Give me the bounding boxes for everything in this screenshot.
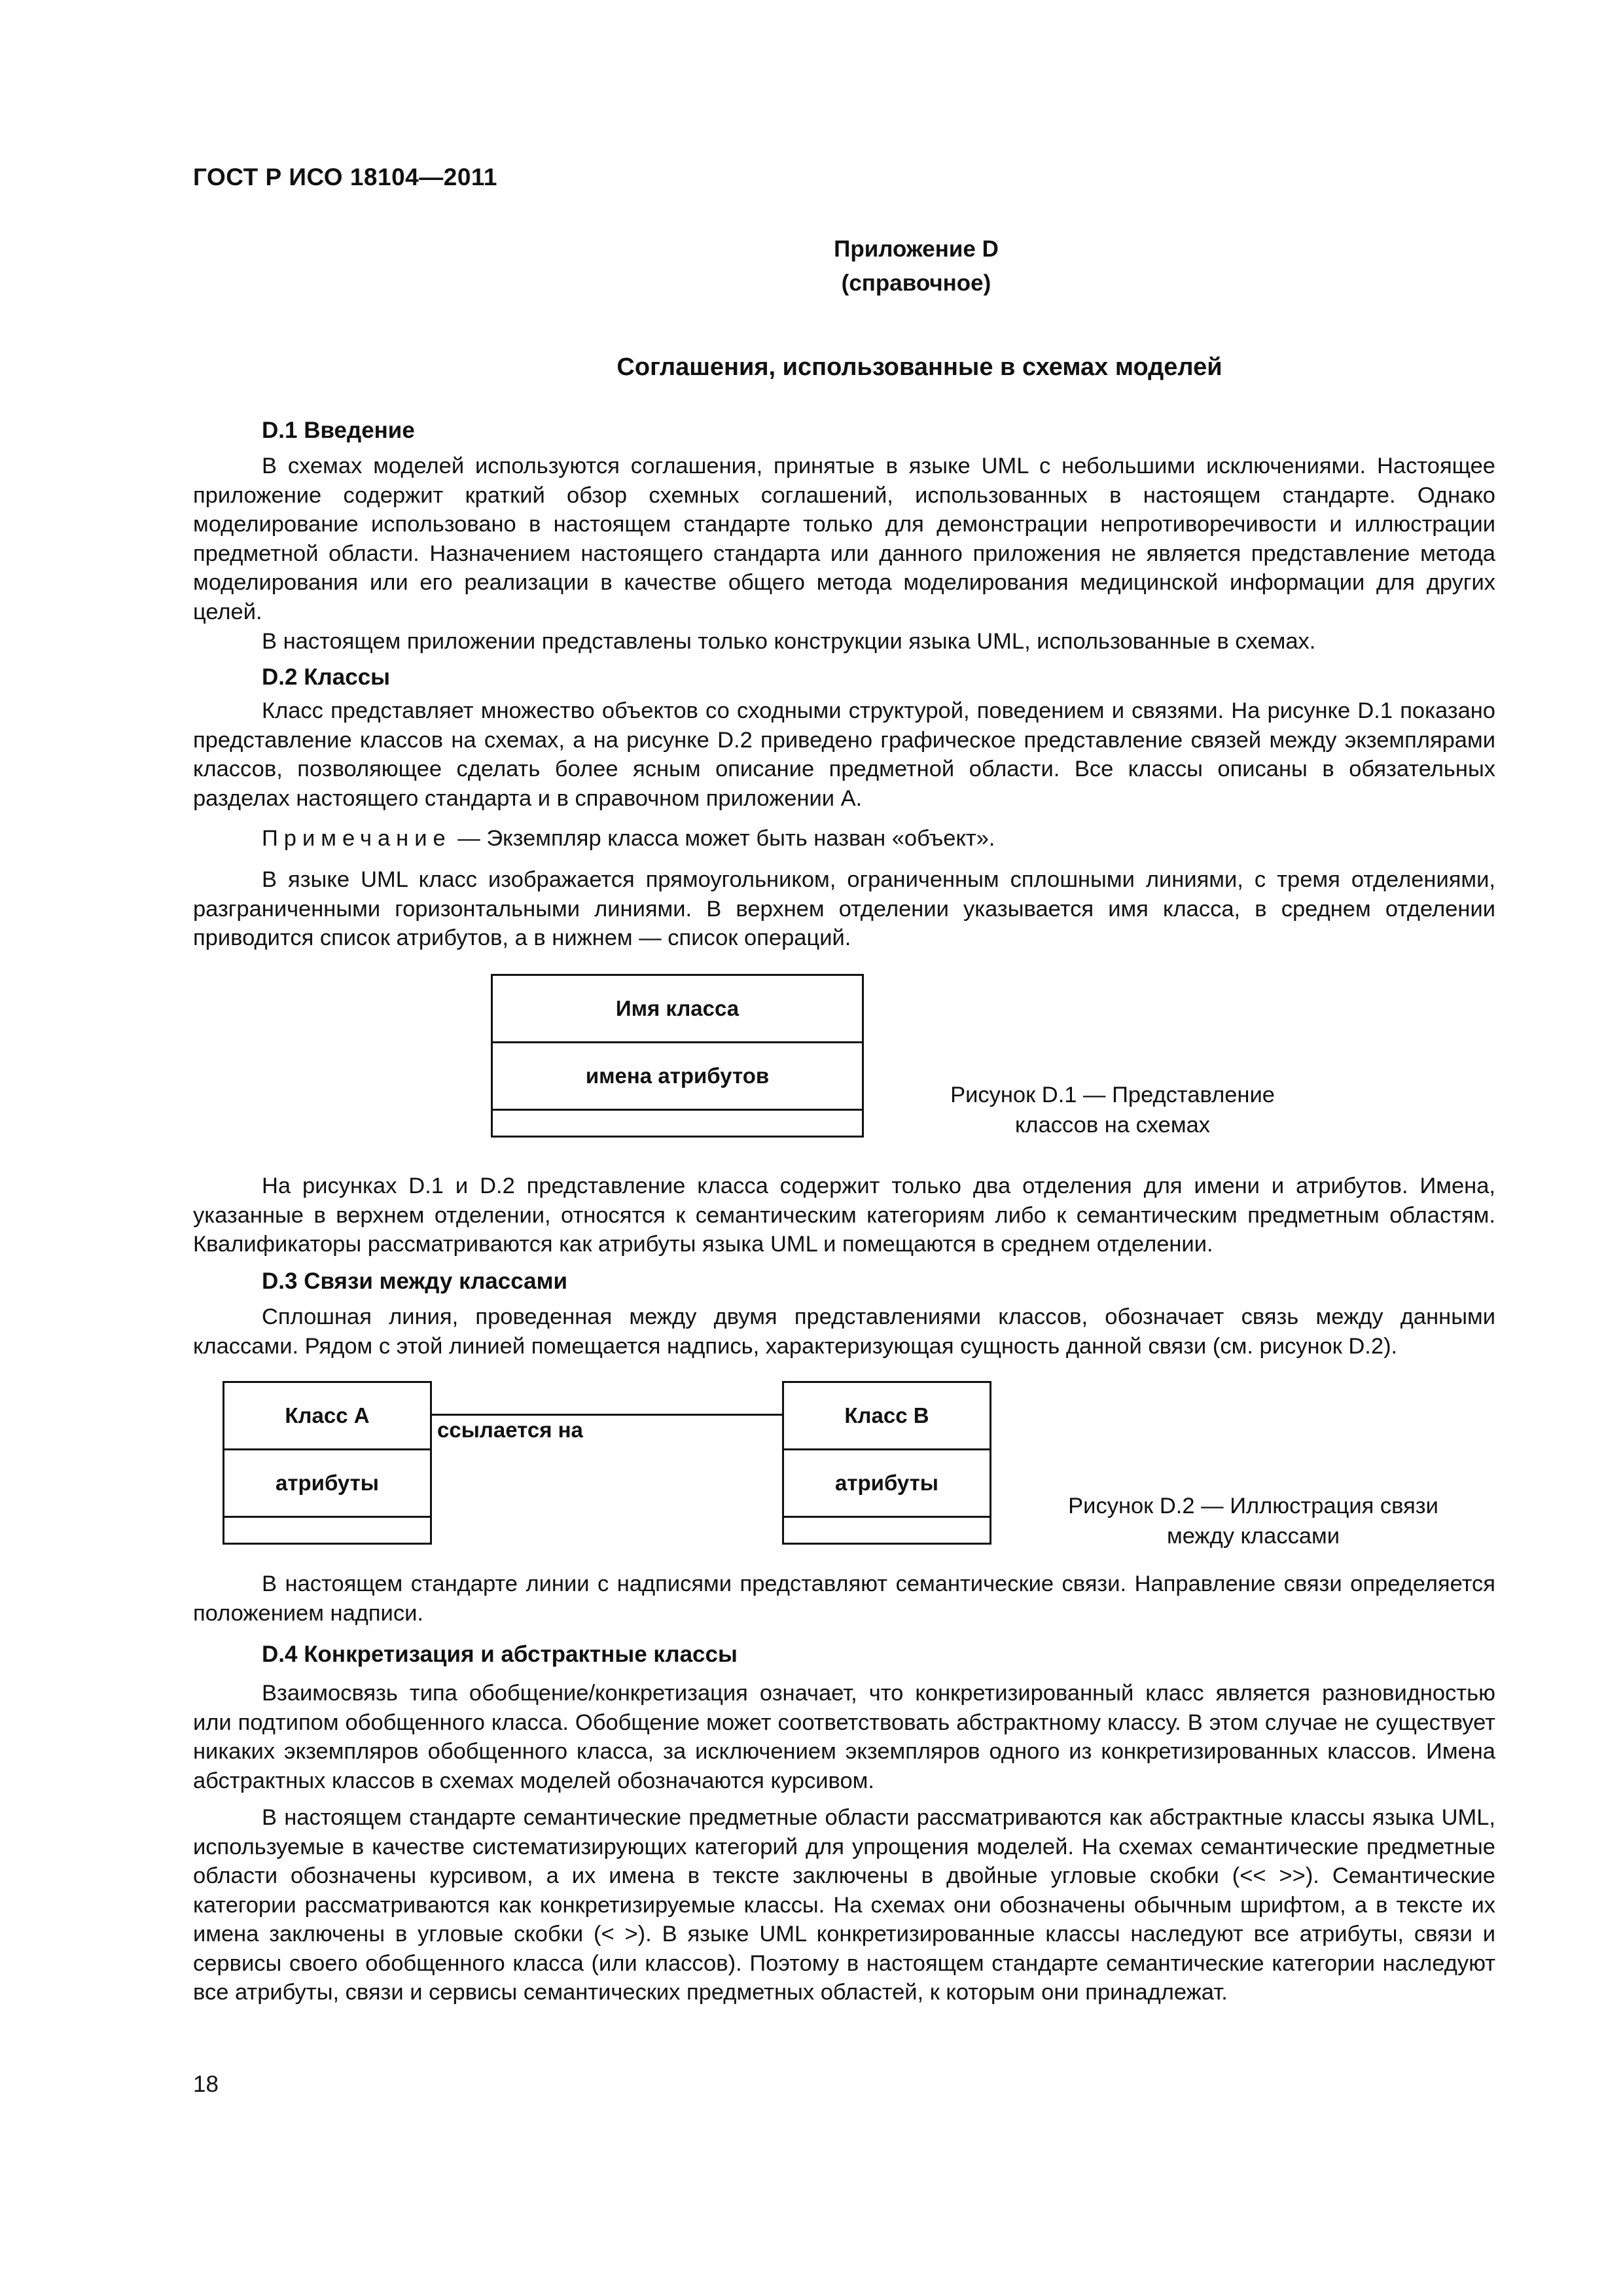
page-number: 18 — [193, 2072, 219, 2097]
section-d1-paragraph-2: В настоящем приложении представлены только конструкции языка UML, использованные в схемах. — [262, 629, 1316, 654]
figure-d2-caption-line-2: между классами — [1166, 1524, 1340, 1549]
figure-d2-caption-line-1: Рисунок D.2 — Иллюстрация связи — [1068, 1494, 1438, 1518]
section-d2-heading: D.2 Классы — [262, 664, 391, 690]
section-d2-paragraph-3: На рисунках D.1 и D.2 представление класса содержит только два отделения для имени и атрибутов. Имена, указанные в верхнем отделении, относятся к семантическим категориям либо к семантическим предметным областям. Квалификаторы рассматриваются как атрибуты языка UML и помещаются в среднем отделении. — [193, 1174, 1495, 1257]
standard-header: ГОСТ Р ИСО 18104—2011 — [193, 164, 498, 190]
association-line — [432, 1414, 782, 1416]
section-d2-paragraph-2: В языке UML класс изображается прямоугольником, ограниченным сплошными линиями, с тремя отделениями, разграниченными горизонтальными линиями. В верхнем отделении указывается имя класса, в среднем отделении приводится список атрибутов, а в нижнем — список операций. — [193, 867, 1495, 950]
section-d3-paragraph-2: В настоящем стандарте линии с надписями представляют семантические связи. Направление связи определяется положением надписи. — [193, 1571, 1495, 1626]
section-d3-heading: D.3 Связи между классами — [262, 1268, 567, 1294]
figure-d1-caption — [916, 1080, 1309, 1140]
figure-d2-caption — [1044, 1491, 1463, 1551]
class-a-attributes: атрибуты — [224, 1450, 430, 1518]
figure-d1-caption-line-2: классов на схемах — [1014, 1113, 1211, 1138]
section-d1-paragraph-1: В схемах моделей используются соглашения, принятые в языке UML с небольшими исключениями. Настоящее приложение содержит краткий обзор схемных соглашений, использованных в настоящем стандарте. Однако моделирование использовано в настоящем стандарте только для демонстрации непротиворечивости и иллюстрации предметной области. Назначением настоящего стандарта или данного приложения не является представление метода моделирования или его реализации в качестве общего метода моделирования медицинской информации для других целей. — [193, 454, 1495, 624]
figure-d2-class-b-box — [782, 1381, 991, 1545]
section-d2-paragraph-1: Класс представляет множество объектов со сходными структурой, поведением и связями. На рисунке D.1 показано представление классов на схемах, а на рисунке D.2 приведено графическое представление связей между экземплярами классов, позволяющее сделать более ясным описание предметной области. Все классы описаны в обязательных разделах настоящего стандарта и в справочном приложении А. — [193, 698, 1495, 811]
section-d4-heading: D.4 Конкретизация и абстрактные классы — [262, 1641, 738, 1667]
class-name-compartment: Имя класса — [493, 976, 862, 1043]
figure-d2-class-a-box — [223, 1381, 432, 1545]
class-b-attributes: атрибуты — [784, 1450, 990, 1518]
main-title: Соглашения, использованные в схемах моделей — [616, 353, 1222, 381]
note-label: Примечание — [262, 826, 452, 851]
class-attributes-compartment: имена атрибутов — [493, 1043, 862, 1111]
appendix-title: Приложение D — [834, 236, 999, 262]
class-a-operations — [224, 1518, 430, 1543]
appendix-title-block — [0, 232, 1623, 300]
section-d2-note — [262, 826, 995, 852]
association-label: ссылается на — [437, 1418, 583, 1442]
section-d1-heading: D.1 Введение — [262, 418, 415, 443]
section-d3-paragraph-1: Сплошная линия, проведенная между двумя представлениями классов, обозначает связь между данными классами. Рядом с этой линией помещается надпись, характеризующая сущность данной связи (см. рисунок D.2). — [193, 1304, 1495, 1359]
appendix-subtitle: (справочное) — [841, 270, 991, 296]
class-b-name: Класс В — [784, 1383, 990, 1450]
figure-d1-class-box — [491, 974, 864, 1138]
class-a-name: Класс А — [224, 1383, 430, 1450]
class-operations-compartment — [493, 1111, 862, 1136]
section-d4-paragraph-2: В настоящем стандарте семантические предметные области рассматриваются как абстрактные классы языка UML, используемые в качестве систематизирующих категорий для упрощения моделей. На схемах семантические предметные области обозначены курсивом, а их имена в тексте заключены в двойные угловые скобки (<< >>). Семантические категории рассматриваются как конкретизируемые классы. На схемах они обозначены обычным шрифтом, а в тексте их имена заключены в угловые скобки (< >). В языке UML конкретизированные классы наследуют все атрибуты, связи и сервисы своего обобщенного класса (или классов). Поэтому в настоящем стандарте семантические категории наследуют все атрибуты, связи и сервисы семантических предметных областей, к которым они принадлежат. — [193, 1805, 1495, 2005]
class-b-operations — [784, 1518, 990, 1543]
section-d4-paragraph-1: Взаимосвязь типа обобщение/конкретизация означает, что конкретизированный класс является разновидностью или подтипом обобщенного класса. Обобщение может соответствовать абстрактному классу. В этом случае не существует никаких экземпляров обобщенного класса, за исключением экземпляров одного из конкретизированных классов. Имена абстрактных классов в схемах моделей обозначаются курсивом. — [193, 1681, 1495, 1793]
note-text: — Экземпляр класса может быть назван «объект». — [457, 826, 995, 851]
figure-d1-caption-line-1: Рисунок D.1 — Представление — [950, 1083, 1275, 1107]
